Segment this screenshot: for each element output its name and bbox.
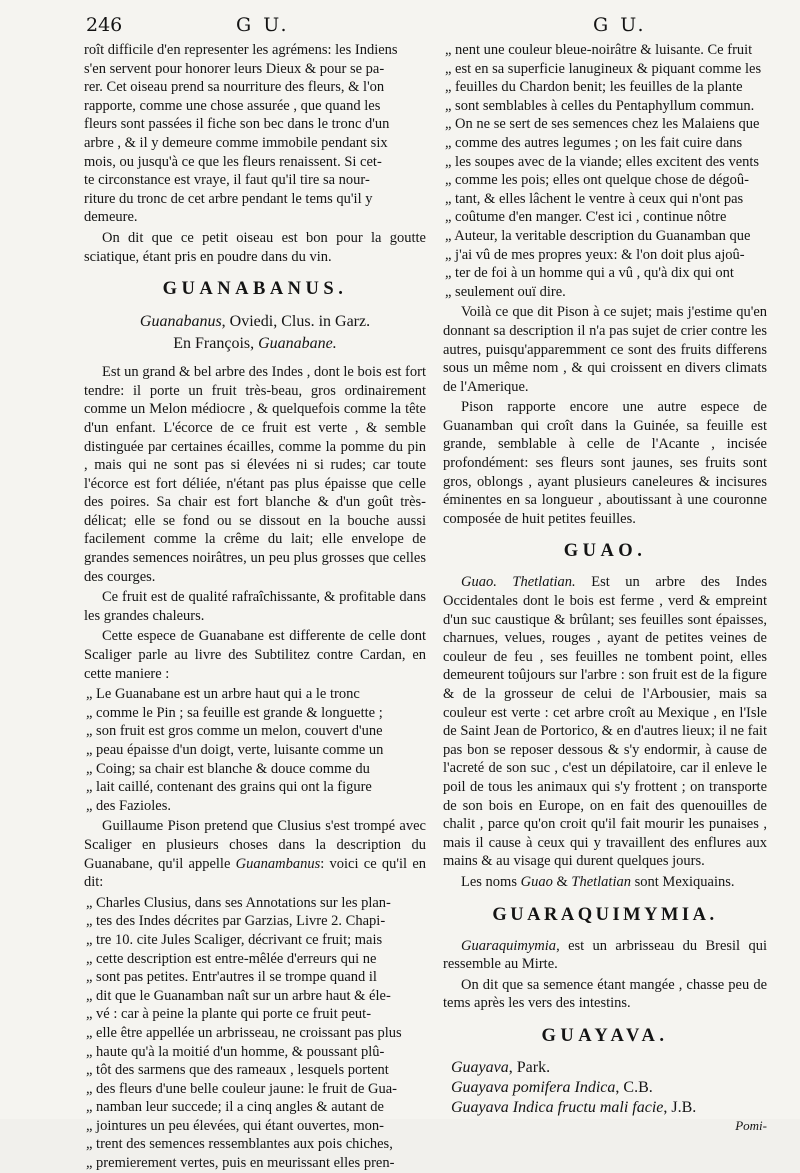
guayava-synonym (443, 1078, 767, 1098)
running-head-left: G U. (236, 14, 290, 36)
noms-paragraph (443, 873, 767, 892)
running-head-right: G U. (593, 14, 647, 36)
noms-thetlatian: Thetlatian (571, 873, 631, 890)
synonym-name: Guanabanus (139, 313, 222, 331)
pison-italic: Guanambanus (235, 855, 321, 872)
guayava-synonym (443, 1058, 767, 1078)
quote-line: „ lait caillé, contenant des grains qui ont la figure (86, 779, 372, 796)
left-column (84, 41, 427, 1172)
quote-line: „ comme le Pin ; sa feuille est grande & longuette ; (86, 704, 383, 721)
text-line: roît difficile d'en representer les agrémens: les Indiens (84, 42, 398, 58)
french-label: En François, (173, 335, 259, 353)
synonym-name: Guayava (451, 1058, 509, 1076)
quote-line: „ jointures un peu élevées, qui étant ouvertes, mon- (86, 1117, 384, 1134)
guanabanus-heading: GUANABANUS. (162, 279, 348, 300)
guao-text: Est un arbre des Indes Occidentales dont le bois est ferme , verd & empreint d'un suc caustique & brûlant; ses feuilles sont épaisses, charnues, velues, rouges , ayant de petites veines de couleur de feu , ses feuilles ne tombent point, elles demeurent toûjours sur l'arbre : son fruit est de la figure & de la grosseur de celui de l'Arbousier, mais sa couleur est verte : cet arbre croît au Mexique , en l'Isle de Saint Jean de Portorico, & en d'autres lieux; il ne fait pas bon se reposer dessous & s'y endormir, à cause de l'acreté de son suc , c'est un dépilatoire, car il enleve le poil de tous les animaux qui s'y frottent ; on transporte de son bois en Europe, on en fait des quenouilles de chalit , parce qu'on croit qu'il fait mourir les punaises , mais il cause à ceux qui y travaillent des enflures aux mains & au visage qui durent quelques jours. (443, 574, 767, 870)
text-line: arbre , & il y demeure comme immobile pendant six (84, 134, 388, 151)
text-line: demeure. (84, 209, 138, 226)
text-line: rapporte, comme une chose assurée , que quand les (84, 97, 381, 114)
catchword: Pomi- (735, 1117, 767, 1133)
guaraquimymia-name: Guaraquimymia (461, 937, 557, 954)
guanabanus-synonym (84, 311, 426, 333)
quote-line: „ est en sa superficie lanugineux & piquant comme les (445, 60, 762, 77)
quote-line: „ On ne se sert de ses semences chez les Malaiens que (445, 116, 760, 133)
quote-line: „ namban leur succede; il a cinq angles & autant de (86, 1099, 384, 1116)
pison-quote-continued (443, 41, 767, 301)
quote-line: „ Coing; sa chair est blanche & douce comme du (86, 760, 370, 777)
guao-paragraph (443, 573, 767, 871)
page-number: 246 (86, 14, 123, 36)
french-name-italic: Guanabane. (258, 335, 337, 353)
quote-line: „ peau épaisse d'un doigt, verte, luisante comme un (86, 742, 384, 758)
pison-text-end: : voici ce qu'il en dit: (84, 855, 427, 891)
autre-espece-paragraph: Pison rapporte encore une autre espece de Guanamban qui croît dans la Guinée, sa feuille est grande, semblable à celle de l'Acante , incisée profondément: ses fleurs sont jaunes, ses fruits sont gros, oblongs , ayant plusieurs caneleures & incisures éminentes en sa longueur , aboutissant à une couronne composée de huit petites feuilles. (443, 399, 767, 527)
guaraquimymia-text: , est un arbrisseau du Bresil qui ressemble au Mirte. (443, 937, 767, 973)
text-line: te circonstance est vraye, il faut qu'il tire sa nour- (84, 172, 370, 189)
quote-line: „ tre 10. cite Jules Scaliger, décrivant ce fruit; mais (86, 931, 383, 948)
quote-line: „ cette description est entre-mêlée d'erreurs qui ne (86, 950, 377, 967)
quote-line: „ nent une couleur bleue-noirâtre & luisante. Ce fruit (445, 42, 753, 58)
quote-line: „ Charles Clusius, dans ses Annotations sur les plan- (86, 894, 391, 911)
guaraquimymia-heading: GUARAQUIMYMIA. (492, 904, 718, 925)
guao-names: Guao. Thetlatian. (461, 574, 576, 591)
quote-line: „ des Fazioles. (86, 797, 171, 814)
synonym-authors: , Oviedi, Clus. in Garz. (221, 313, 371, 331)
synonym-name: Guayava pomifera Indica (451, 1078, 616, 1096)
right-column (443, 41, 767, 1133)
quote-line: „ tôt des sarmens que des rameaux , lesquels portent (86, 1062, 389, 1079)
synonym-authors: , J.B. (663, 1098, 697, 1116)
quote-line: „ elle être appellée un arbrisseau, ne croissant pas plus (86, 1024, 402, 1041)
quote-line: „ feuilles du Chardon benit; les feuilles de la plante (445, 79, 743, 96)
clusius-quote (84, 894, 426, 1173)
synonym-authors: , C.B. (615, 1078, 653, 1096)
semence-paragraph: On dit que sa semence étant mangée , chasse peu de tems après les vers des intestins. (443, 976, 767, 1012)
french-name (84, 333, 426, 355)
quote-line: „ seulement ouï dire. (445, 283, 566, 300)
scaliger-quote (84, 685, 426, 815)
guayava-synonym (443, 1098, 767, 1118)
noms-end: sont Mexiquains. (631, 873, 735, 890)
espece-paragraph: Cette espece de Guanabane est differente de celle dont Scaliger parle au livre des Subtilitez contre Cardan, en cette maniere : (84, 628, 426, 682)
quote-line: „ coûtume d'en manger. C'est ici , continue nôtre (445, 209, 727, 226)
synonym-authors: , Park. (508, 1058, 551, 1076)
pison-text: Guillaume Pison pretend que Clusius s'est trompé avec Scaliger en plusieurs choses dans la description du Guanabane, qu'il appelle (84, 818, 426, 872)
continued-text (84, 41, 426, 227)
guao-heading: GUAO. (563, 541, 647, 562)
noms-and: & (552, 873, 572, 890)
quote-line: „ les soupes avec de la viande; elles excitent des vents (445, 153, 760, 170)
quote-line: „ tant, & elles lâchent le ventre à ceux qui n'ont pas (445, 190, 744, 207)
quote-line: „ dit que le Guanamban naît sur un arbre haut & éle- (86, 987, 391, 1004)
guayava-heading: GUAYAVA. (541, 1025, 669, 1046)
quote-line: „ trent des semences ressemblantes aux pois chiches, (86, 1136, 393, 1153)
quote-line: „ premierement vertes, puis en meurissant elles pren- (86, 1155, 395, 1172)
quote-line: „ des fleurs d'une belle couleur jaune: le fruit de Gua- (86, 1080, 398, 1097)
voila-paragraph: Voilà ce que dit Pison à ce sujet; mais j'estime qu'en donnant sa description il n'a pas sujet de crier contre les autres, puisqu'apparemment ce sont des fruits differens sous un même nom , & qui croissent en divers climats de l'Amerique. (443, 304, 767, 395)
synonym-name: Guayava Indica fructu mali facie (451, 1098, 664, 1116)
quote-line: „ comme les pois; elles ont quelque chose de dégoû- (445, 172, 750, 189)
text-line: mois, ou jusqu'à ce que les fleurs renaissent. Si cet- (84, 153, 382, 170)
fruit-paragraph: Ce fruit est de qualité rafraîchissante, & profitable dans les grandes chaleurs. (84, 589, 426, 624)
text-line: rer. Cet oiseau prend sa nourriture des fleurs, & l'on (84, 79, 385, 96)
text-line: s'en servent pour honorer leurs Dieux & pour se pa- (84, 60, 385, 77)
noms-text: Les noms (461, 873, 521, 890)
quote-line: „ j'ai vû de mes propres yeux: & l'on doit plus ajoû- (445, 246, 745, 263)
pison-paragraph (84, 817, 426, 891)
noms-guao: Guao (520, 873, 553, 890)
quote-line: „ ter de foi à un homme qui a vû , qu'à dix qui ont (445, 265, 734, 282)
text-line: fleurs sont passées il fiche son bec dans le tronc d'un (84, 116, 390, 133)
quote-line: „ haute qu'à la moitié d'un homme, & poussant plû- (86, 1043, 385, 1060)
quote-line: „ comme des autres legumes ; on les fait cuire dans (445, 134, 743, 151)
goutte-paragraph: On dit que ce petit oiseau est bon pour la goutte sciatique, étant pris en poudre dans du vin. (84, 229, 426, 265)
quote-line: „ sont semblables à celles du Pentaphyllum commun. (445, 97, 755, 114)
guaraquimymia-paragraph (443, 937, 767, 974)
quote-line: „ sont pas petites. Entr'autres il se trompe quand il (86, 969, 377, 986)
quote-line: „ son fruit est gros comme un melon, couvert d'une (86, 723, 383, 740)
quote-line: „ vé : car à peine la plante qui porte ce fruit peut- (86, 1006, 372, 1023)
arbre-paragraph: Est un grand & bel arbre des Indes , dont le bois est fort tendre: il porte un fruit très-beau, gros ordinairement comme un Melon médiocre , & quelquefois comme la tête d'un enfant. L'écorce de ce fruit est verte , & semble distinguée par certaines écailles, comme la pomme du pin , mais qui ne sont pas si élevées ni si rudes; car toute l'écorce est fort déliée, n'étant pas plus épaisse que celle des poires. Sa chair est fort blanche & d'un goût très-délicat; elle se fond ou se dissout en la bouche aussi facilement comme la crême du lait; elle envelope de grandes semences noirâtres, un peu plus grosses que celles des courges. (84, 364, 426, 585)
quote-line: „ Le Guanabane est un arbre haut qui a le tronc (86, 686, 360, 703)
quote-line: „ Auteur, la veritable description du Guanamban que (445, 227, 751, 244)
text-line: riture du tronc de cet arbre pendant le tems qu'il y (84, 190, 373, 207)
quote-line: „ tes des Indes décrites par Garzias, Livre 2. Chapi- (86, 913, 386, 930)
